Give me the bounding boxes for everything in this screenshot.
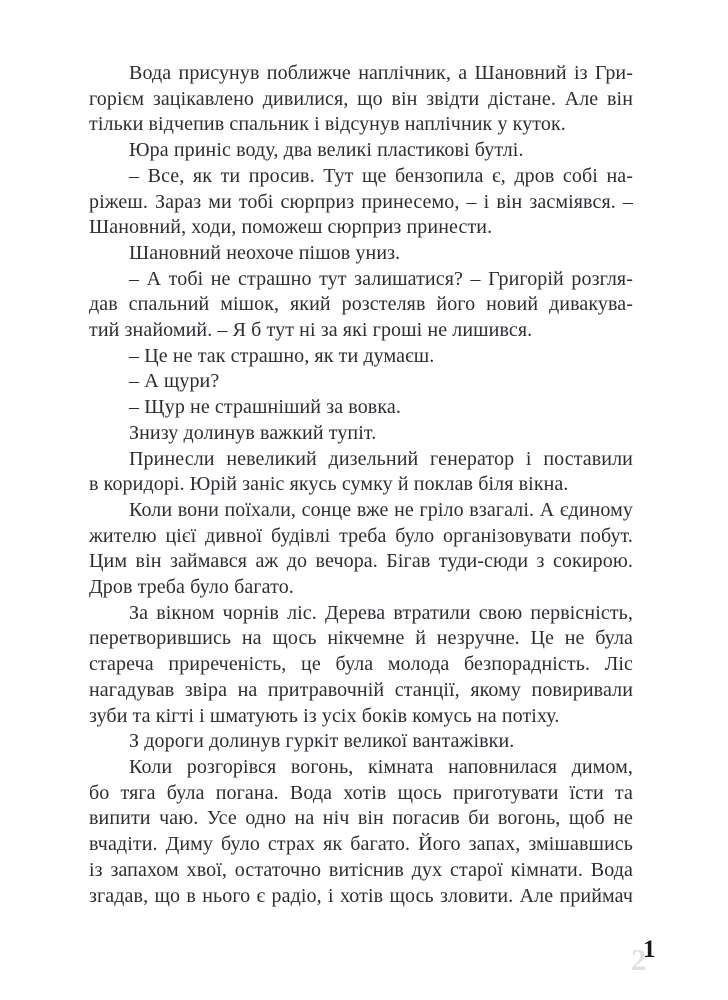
text-line: З дороги долинув гуркіт великої вантажівки. — [129, 730, 515, 753]
text-block — [89, 61, 633, 909]
text-line: в коридорі. Юрій заніс якусь сумку й поклав біля вікна. — [89, 473, 569, 496]
text-line: дав спальний мішок, який розстеляв його новий дивакува- — [89, 293, 633, 316]
text-line: За вікном чорнів ліс. Дерева втратили свою первісність, — [129, 601, 633, 624]
text-line: Цим він займався аж до вечора. Бігав туди-сюди з сокирою. — [89, 550, 633, 573]
paragraph — [89, 421, 633, 447]
text-line: тільки відчепив спальник і відсунув наплічник у куток. — [89, 113, 566, 136]
text-line: – Щур не страшніший за вовка. — [129, 396, 401, 419]
paragraph — [89, 729, 633, 755]
text-line: – А щури? — [129, 370, 220, 393]
paragraph — [89, 395, 633, 421]
text-line: ріжеш. Зараз ми тобі сюрприз принесемо, – і він засміявся. – — [89, 190, 633, 213]
text-line: Знизу долинув важкий тупіт. — [129, 421, 377, 444]
paragraph — [89, 369, 633, 395]
text-line: згадав, що в нього є радіо, і хотів щось зловити. Але приймач — [89, 884, 633, 907]
paragraph — [89, 344, 633, 370]
text-line: – Все, як ти просив. Тут ще бензопила є, дров собі на- — [129, 164, 633, 187]
text-line: із запахом хвої, остаточно витіснив дух старої кімнати. Вода — [89, 858, 633, 881]
paragraph — [89, 138, 633, 164]
text-line: випити чаю. Усе одно на ніч він погасив би вогонь, щоб не — [89, 807, 633, 830]
paragraph — [89, 241, 633, 267]
paragraph — [89, 267, 633, 344]
text-line: Вода присунув поближче наплічник, а Шановний із Гри- — [129, 62, 633, 84]
text-line: перетворившись на щось нікчемне й незручне. Це не була — [89, 627, 633, 650]
text-line: жителю цієї дивної будівлі треба було організовувати побут. — [89, 524, 633, 547]
paragraph — [89, 61, 633, 138]
text-line: зуби та кігті і шматують із усіх боків комусь на потіху. — [89, 704, 560, 727]
page-number-mark — [630, 936, 672, 982]
paragraph — [89, 498, 633, 601]
text-line: Шановний неохоче пішов униз. — [129, 241, 401, 264]
text-line: стареча приреченість, це була молода безпорадність. Ліс — [89, 653, 633, 676]
text-line: нагадував звіра на притравочній станції, якому повиривали — [89, 678, 633, 701]
paragraph — [89, 755, 633, 909]
paragraph — [89, 601, 633, 730]
page-number-light-digit: 2 — [631, 942, 647, 977]
text-line: – Це не так страшно, як ти думаєш. — [129, 344, 435, 367]
text-line: тий знайомий. – Я б тут ні за які гроші не лишився. — [89, 319, 533, 342]
paragraph — [89, 164, 633, 241]
text-line: Дров треба було багато. — [89, 576, 294, 599]
paragraph — [89, 447, 633, 498]
text-line: – А тобі не страшно тут залишатися? – Григорій розгля- — [129, 267, 633, 290]
text-line: Принесли невеликий дизельний генератор і поставили — [129, 447, 633, 470]
text-line: вчадіти. Диму було страх як багато. Його запах, змішавшись — [89, 833, 633, 856]
text-line: горієм зацікавлено дивилися, що він звідти дістане. Але він — [89, 87, 633, 110]
text-line: бо тяга була погана. Вода хотів щось приготувати їсти та — [89, 781, 633, 804]
text-line: Шановний, ходи, поможеш сюрприз принести. — [89, 216, 493, 239]
text-line: Юра приніс воду, два великі пластикові бутлі. — [129, 139, 524, 162]
text-line: Коли вони поїхали, сонце вже не гріло взагалі. А єдиному — [129, 498, 633, 521]
text-line: Коли розгорівся вогонь, кімната наповнилася димом, — [129, 755, 633, 778]
page-number-dark-digit: 1 — [643, 936, 656, 963]
